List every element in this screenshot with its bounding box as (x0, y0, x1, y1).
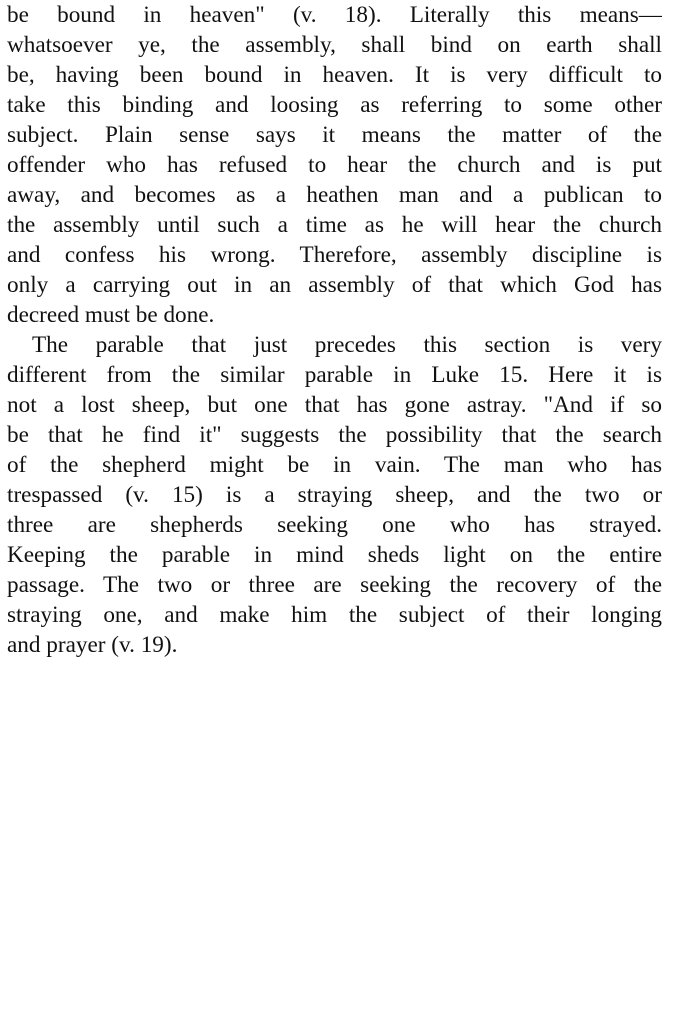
paragraph-1 (7, 0, 662, 330)
text-line: be, having been bound in heaven. It is very difficult to (7, 62, 662, 88)
text-line: be that he find it" suggests the possibility that the search (7, 422, 662, 448)
text-line: not a lost sheep, but one that has gone astray. "And if so (7, 392, 662, 418)
text-line: The parable that just precedes this section is very (32, 332, 662, 358)
text-line: and prayer (v. 19). (7, 632, 178, 658)
text-line: take this binding and loosing as referring to some other (7, 92, 662, 118)
text-line: whatsoever ye, the assembly, shall bind on earth shall (7, 32, 662, 58)
text-line: of the shepherd might be in vain. The man who has (7, 452, 662, 478)
text-line: subject. Plain sense says it means the matter of the (7, 122, 662, 148)
text-line: trespassed (v. 15) is a straying sheep, and the two or (7, 482, 662, 508)
text-line: the assembly until such a time as he will hear the church (7, 212, 662, 238)
text-line: and confess his wrong. Therefore, assembly discipline is (7, 242, 662, 268)
body-text (7, 0, 662, 660)
text-line: decreed must be done. (7, 302, 215, 328)
text-line: away, and becomes as a heathen man and a publican to (7, 182, 662, 208)
text-line: only a carrying out in an assembly of that which God has (7, 272, 662, 298)
text-line: Keeping the parable in mind sheds light on the entire (7, 542, 662, 568)
text-line: passage. The two or three are seeking the recovery of the (7, 572, 662, 598)
text-line: three are shepherds seeking one who has strayed. (7, 512, 662, 538)
text-line: different from the similar parable in Luke 15. Here it is (7, 362, 662, 388)
text-line: offender who has refused to hear the church and is put (7, 152, 662, 178)
text-line: straying one, and make him the subject of their longing (7, 602, 662, 628)
paragraph-2 (7, 330, 662, 660)
text-line: be bound in heaven" (v. 18). Literally this means— (7, 2, 662, 28)
